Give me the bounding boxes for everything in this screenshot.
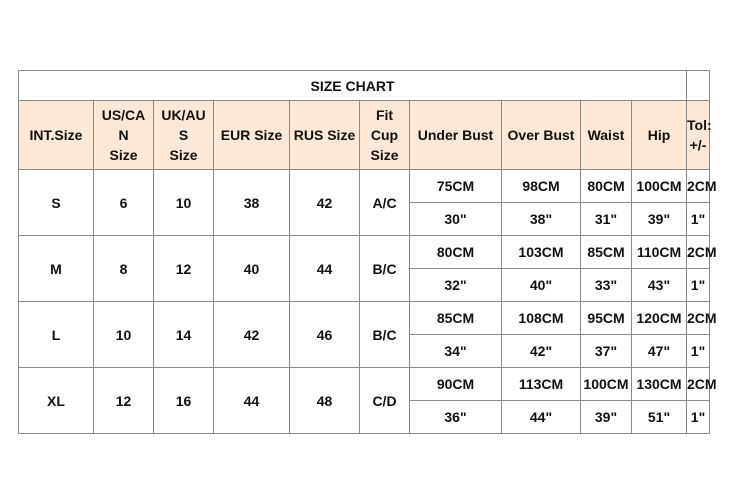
chart-title: SIZE CHART — [19, 71, 687, 101]
under-bust-cm-cell: 75CM — [410, 170, 502, 203]
waist-inch-cell: 33" — [581, 269, 632, 302]
int-size-cell: XL — [19, 368, 94, 434]
over-bust-cm-cell: 98CM — [502, 170, 581, 203]
eur-size-cell: 42 — [214, 302, 290, 368]
us-size-cell: 6 — [94, 170, 154, 236]
us-size-cell: 12 — [94, 368, 154, 434]
cup-size-cell: A/C — [360, 170, 410, 236]
rus-size-cell: 44 — [290, 236, 360, 302]
header-line: UK/AU — [161, 107, 206, 123]
header-line: Size — [109, 147, 138, 163]
hip-cm-cell: 120CM — [632, 302, 687, 335]
uk-size-cell: 12 — [154, 236, 214, 302]
hip-cm-cell: 110CM — [632, 236, 687, 269]
cup-size-cell: C/D — [360, 368, 410, 434]
uk-size-cell: 10 — [154, 170, 214, 236]
tolerance-cm-cell: 2CM — [687, 170, 710, 203]
waist-inch-cell: 39" — [581, 401, 632, 434]
int-size-cell: L — [19, 302, 94, 368]
tolerance-inch-cell: 1" — [687, 335, 710, 368]
header-line: Size — [169, 147, 198, 163]
rus-size-cell: 42 — [290, 170, 360, 236]
cup-size-cell: B/C — [360, 236, 410, 302]
header-line: Waist — [587, 127, 625, 143]
size-chart-table — [18, 70, 717, 434]
hip-inch-cell: 51" — [632, 401, 687, 434]
hip-inch-cell: 39" — [632, 203, 687, 236]
hip-inch-cell: 43" — [632, 269, 687, 302]
int-size-cell: M — [19, 236, 94, 302]
tolerance-inch-cell: 1" — [687, 269, 710, 302]
waist-cm-cell: 80CM — [581, 170, 632, 203]
table-row — [19, 302, 710, 335]
under-bust-cm-cell: 80CM — [410, 236, 502, 269]
waist-cm-cell: 95CM — [581, 302, 632, 335]
header-rus-size — [290, 101, 360, 170]
under-bust-inch-cell: 32" — [410, 269, 502, 302]
eur-size-cell: 44 — [214, 368, 290, 434]
hip-cm-cell: 100CM — [632, 170, 687, 203]
header-line: US/CA — [101, 107, 146, 123]
over-bust-inch-cell: 38" — [502, 203, 581, 236]
header-line: EUR Size — [220, 127, 283, 143]
cup-size-cell: B/C — [360, 302, 410, 368]
us-size-cell: 10 — [94, 302, 154, 368]
header-cup-size — [360, 101, 410, 170]
over-bust-cm-cell: 113CM — [502, 368, 581, 401]
header-uk-size — [154, 101, 214, 170]
tolerance-cm-cell: 2CM — [687, 236, 710, 269]
header-eur-size — [214, 101, 290, 170]
hip-inch-cell: 47" — [632, 335, 687, 368]
table-row — [19, 236, 710, 269]
under-bust-inch-cell: 36" — [410, 401, 502, 434]
header-line: Under Bust — [417, 127, 494, 143]
header-waist — [581, 101, 632, 170]
tolerance-cm-cell: 2CM — [687, 302, 710, 335]
header-hip — [632, 101, 687, 170]
table-row — [19, 368, 710, 401]
eur-size-cell: 38 — [214, 170, 290, 236]
rus-size-cell: 46 — [290, 302, 360, 368]
header-line: S — [178, 127, 189, 143]
header-line: Hip — [647, 127, 671, 143]
header-line: Tol: — [687, 117, 712, 133]
over-bust-inch-cell: 40" — [502, 269, 581, 302]
header-line: Over Bust — [507, 127, 575, 143]
header-line: RUS Size — [293, 127, 356, 143]
rus-size-cell: 48 — [290, 368, 360, 434]
us-size-cell: 8 — [94, 236, 154, 302]
header-line: Cup — [370, 127, 399, 143]
header-tolerance — [687, 101, 710, 170]
header-over-bust — [502, 101, 581, 170]
over-bust-cm-cell: 108CM — [502, 302, 581, 335]
over-bust-cm-cell: 103CM — [502, 236, 581, 269]
under-bust-cm-cell: 85CM — [410, 302, 502, 335]
header-row — [19, 101, 710, 170]
tolerance-inch-cell: 1" — [687, 401, 710, 434]
header-line: N — [118, 127, 129, 143]
header-under-bust — [410, 101, 502, 170]
header-int-size — [19, 101, 94, 170]
under-bust-inch-cell: 34" — [410, 335, 502, 368]
header-line: Size — [370, 147, 399, 163]
waist-inch-cell: 37" — [581, 335, 632, 368]
waist-inch-cell: 31" — [581, 203, 632, 236]
under-bust-cm-cell: 90CM — [410, 368, 502, 401]
tolerance-cm-cell: 2CM — [687, 368, 710, 401]
over-bust-inch-cell: 42" — [502, 335, 581, 368]
waist-cm-cell: 100CM — [581, 368, 632, 401]
hip-cm-cell: 130CM — [632, 368, 687, 401]
uk-size-cell: 14 — [154, 302, 214, 368]
header-us-size — [94, 101, 154, 170]
over-bust-inch-cell: 44" — [502, 401, 581, 434]
waist-cm-cell: 85CM — [581, 236, 632, 269]
int-size-cell: S — [19, 170, 94, 236]
title-corner-cell — [687, 71, 710, 101]
uk-size-cell: 16 — [154, 368, 214, 434]
table-row — [19, 170, 710, 203]
under-bust-inch-cell: 30" — [410, 203, 502, 236]
tolerance-inch-cell: 1" — [687, 203, 710, 236]
eur-size-cell: 40 — [214, 236, 290, 302]
header-line: +/- — [689, 137, 707, 153]
header-line: INT.Size — [29, 127, 83, 143]
header-line: Fit — [375, 107, 394, 123]
